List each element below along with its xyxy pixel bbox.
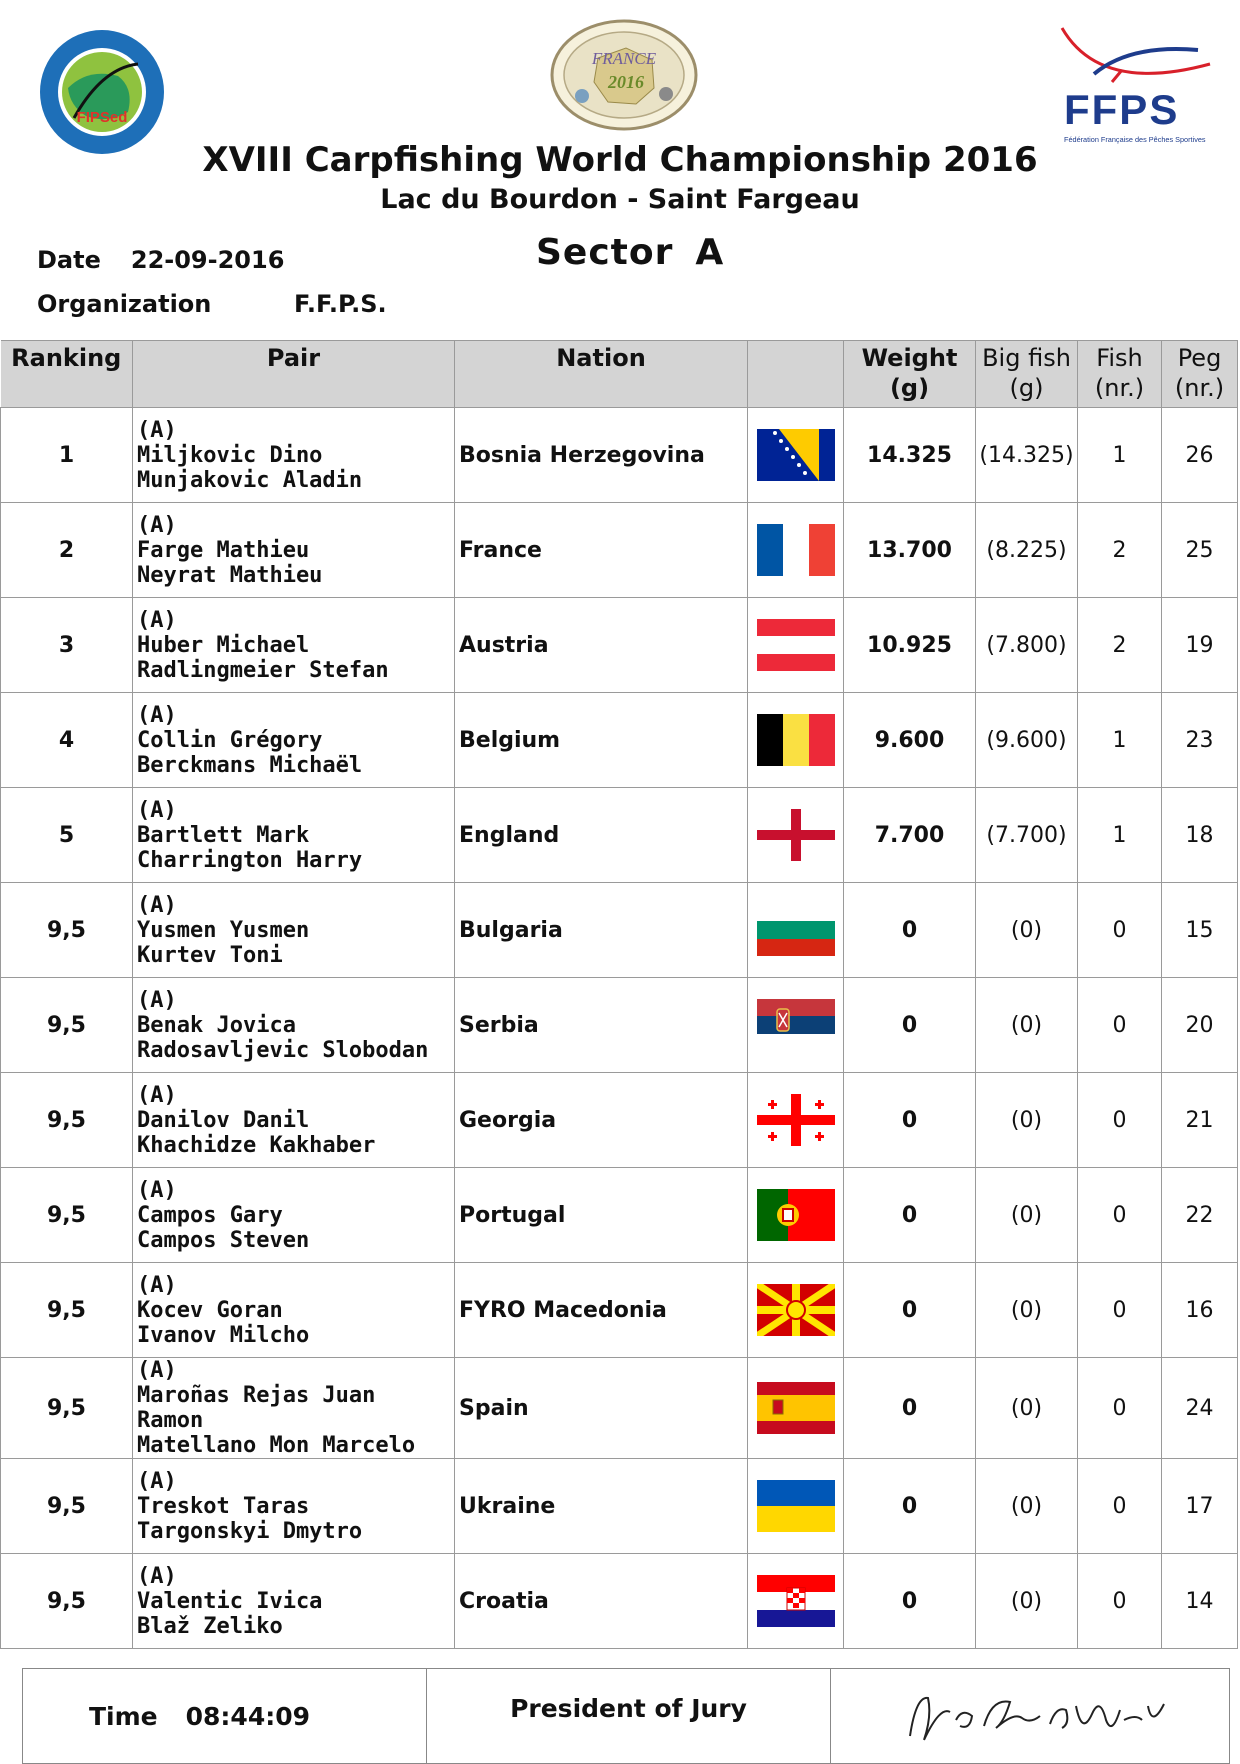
- table-row: [1, 1358, 1238, 1459]
- fish-count-cell: 2: [1078, 598, 1162, 693]
- table-header-row: [1, 341, 1238, 408]
- angler-1-name: Maroñas Rejas Juan Ramon: [137, 1383, 376, 1433]
- peg-cell: 14: [1162, 1554, 1238, 1649]
- peg-cell: 18: [1162, 788, 1238, 883]
- weight-cell: 0: [844, 1073, 976, 1168]
- flag-cell: [748, 598, 844, 693]
- angler-2-name: Ivanov Milcho: [137, 1322, 310, 1348]
- nation-cell: Georgia: [455, 1073, 748, 1168]
- fish-count-cell: 0: [1078, 1168, 1162, 1263]
- flag-cell: [748, 1459, 844, 1554]
- weight-cell: 0: [844, 1459, 976, 1554]
- bigfish-cell: (0): [976, 1073, 1078, 1168]
- col-header-flag: [748, 341, 844, 408]
- ranking-cell: 9,5: [1, 1459, 133, 1554]
- angler-2-name: Radlingmeier Stefan: [137, 657, 389, 683]
- fish-count-cell: 0: [1078, 1358, 1162, 1459]
- bigfish-cell: (0): [976, 883, 1078, 978]
- angler-2-name: Campos Steven: [137, 1227, 310, 1253]
- svg-text:FRANCE: FRANCE: [591, 49, 657, 68]
- ranking-cell: 9,5: [1, 883, 133, 978]
- angler-1-name: Campos Gary: [137, 1202, 283, 1228]
- angler-2-name: Khachidze Kakhaber: [137, 1132, 376, 1158]
- peg-cell: 21: [1162, 1073, 1238, 1168]
- col-header-peg: Peg (nr.): [1162, 341, 1238, 408]
- pair-cell: [133, 1168, 455, 1263]
- bigfish-cell: (0): [976, 1168, 1078, 1263]
- nation-cell: Belgium: [455, 693, 748, 788]
- time-label: Time: [89, 1701, 158, 1731]
- nation-cell: Spain: [455, 1358, 748, 1459]
- pair-cell: [133, 1554, 455, 1649]
- angler-2-name: Munjakovic Aladin: [137, 467, 363, 493]
- pair-cell: [133, 1358, 455, 1459]
- georgia-flag-icon: [757, 1094, 835, 1146]
- pair-cell: [133, 788, 455, 883]
- angler-1-name: Farge Mathieu: [137, 537, 310, 563]
- pair-sector: (A): [137, 512, 177, 538]
- pair-sector: (A): [137, 1358, 177, 1383]
- col-header-ranking: Ranking: [1, 341, 133, 408]
- pair-sector: (A): [137, 1272, 177, 1298]
- angler-2-name: Neyrat Mathieu: [137, 562, 323, 588]
- weight-cell: 7.700: [844, 788, 976, 883]
- table-row: [1, 598, 1238, 693]
- table-row: [1, 1459, 1238, 1554]
- flag-cell: [748, 1168, 844, 1263]
- pair-cell: [133, 978, 455, 1073]
- angler-2-name: Charrington Harry: [137, 847, 363, 873]
- col-header-bigfish: Big fish (g): [976, 341, 1078, 408]
- svg-text:FIPSed: FIPSed: [76, 109, 128, 126]
- pair-sector: (A): [137, 797, 177, 823]
- date-value: 22-09-2016: [130, 246, 285, 274]
- pair-sector: (A): [137, 702, 177, 728]
- angler-1-name: Benak Jovica: [137, 1012, 296, 1038]
- page-subtitle: Lac du Bourdon - Saint Fargeau: [380, 184, 860, 215]
- serbia-flag-icon: [757, 999, 835, 1051]
- weight-cell: 13.700: [844, 503, 976, 598]
- angler-2-name: Kurtev Toni: [137, 942, 283, 968]
- table-row: [1, 408, 1238, 503]
- ranking-cell: 1: [1, 408, 133, 503]
- peg-cell: 25: [1162, 503, 1238, 598]
- france-flag-icon: [757, 524, 835, 576]
- flag-cell: [748, 883, 844, 978]
- footer-box: [22, 1668, 1230, 1764]
- weight-cell: 9.600: [844, 693, 976, 788]
- table-row: [1, 693, 1238, 788]
- pair-sector: (A): [137, 417, 177, 443]
- weight-cell: 0: [844, 883, 976, 978]
- ranking-cell: 9,5: [1, 1554, 133, 1649]
- fipsed-logo: [38, 28, 166, 156]
- weight-cell: 0: [844, 1263, 976, 1358]
- angler-1-name: Collin Grégory: [137, 727, 323, 753]
- fish-count-cell: 0: [1078, 978, 1162, 1073]
- signature-cell: [831, 1669, 1229, 1763]
- ranking-cell: 9,5: [1, 1358, 133, 1459]
- flag-cell: [748, 1263, 844, 1358]
- president-label: President of Jury: [510, 1693, 747, 1723]
- angler-1-name: Kocev Goran: [137, 1297, 283, 1323]
- flag-cell: [748, 788, 844, 883]
- flag-cell: [748, 1358, 844, 1459]
- date-row: [37, 246, 284, 274]
- fish-count-cell: 0: [1078, 1459, 1162, 1554]
- svg-text:2016: 2016: [608, 72, 644, 92]
- pair-cell: [133, 1073, 455, 1168]
- pair-cell: [133, 503, 455, 598]
- page-title: XVIII Carpfishing World Championship 2016: [202, 140, 1038, 180]
- flag-cell: [748, 1554, 844, 1649]
- pair-sector: (A): [137, 1177, 177, 1203]
- weight-cell: 0: [844, 1358, 976, 1459]
- croatia-flag-icon: [757, 1575, 835, 1627]
- peg-cell: 24: [1162, 1358, 1238, 1459]
- president-cell: [427, 1669, 831, 1763]
- peg-cell: 15: [1162, 883, 1238, 978]
- ranking-cell: 5: [1, 788, 133, 883]
- angler-1-name: Danilov Danil: [137, 1107, 310, 1133]
- col-header-fish: Fish (nr.): [1078, 341, 1162, 408]
- nation-cell: England: [455, 788, 748, 883]
- pair-sector: (A): [137, 892, 177, 918]
- sector-value: A: [695, 232, 725, 273]
- flag-cell: [748, 503, 844, 598]
- bulgaria-flag-icon: [757, 904, 835, 956]
- pair-cell: [133, 1263, 455, 1358]
- table-row: [1, 1168, 1238, 1263]
- bigfish-cell: (7.800): [976, 598, 1078, 693]
- ranking-cell: 9,5: [1, 978, 133, 1073]
- flag-cell: [748, 408, 844, 503]
- france-2016-logo: [548, 18, 700, 132]
- nation-cell: Austria: [455, 598, 748, 693]
- angler-2-name: Blaž Zeliko: [137, 1613, 283, 1639]
- weight-cell: 0: [844, 978, 976, 1073]
- pair-cell: [133, 883, 455, 978]
- angler-2-name: Radosavljevic Slobodan: [137, 1037, 429, 1063]
- nation-cell: Serbia: [455, 978, 748, 1073]
- table-row: [1, 503, 1238, 598]
- angler-1-name: Miljkovic Dino: [137, 442, 323, 468]
- angler-1-name: Yusmen Yusmen: [137, 917, 310, 943]
- angler-1-name: Bartlett Mark: [137, 822, 310, 848]
- fish-count-cell: 1: [1078, 788, 1162, 883]
- ukraine-flag-icon: [757, 1480, 835, 1532]
- flag-cell: [748, 978, 844, 1073]
- spain-flag-icon: [757, 1382, 835, 1434]
- fish-count-cell: 1: [1078, 693, 1162, 788]
- nation-cell: Ukraine: [455, 1459, 748, 1554]
- bigfish-cell: (7.700): [976, 788, 1078, 883]
- portugal-flag-icon: [757, 1189, 835, 1241]
- table-row: [1, 788, 1238, 883]
- bigfish-cell: (0): [976, 978, 1078, 1073]
- nation-cell: FYRO Macedonia: [455, 1263, 748, 1358]
- pair-sector: (A): [137, 1082, 177, 1108]
- fish-count-cell: 1: [1078, 408, 1162, 503]
- sector-heading: [536, 232, 724, 273]
- angler-2-name: Berckmans Michaël: [137, 752, 363, 778]
- nation-cell: Portugal: [455, 1168, 748, 1263]
- fish-count-cell: 0: [1078, 1073, 1162, 1168]
- bosnia-flag-icon: [757, 429, 835, 481]
- bigfish-cell: (0): [976, 1554, 1078, 1649]
- bigfish-cell: (8.225): [976, 503, 1078, 598]
- sector-label: Sector: [536, 232, 674, 273]
- pair-cell: [133, 693, 455, 788]
- pair-cell: [133, 1459, 455, 1554]
- fish-count-cell: 0: [1078, 883, 1162, 978]
- pair-sector: (A): [137, 987, 177, 1013]
- date-label: Date: [37, 246, 101, 274]
- ranking-cell: 9,5: [1, 1263, 133, 1358]
- pair-sector: (A): [137, 1563, 177, 1589]
- time-value: 08:44:09: [185, 1701, 311, 1731]
- organization-label: Organization: [37, 290, 212, 318]
- angler-1-name: Treskot Taras: [137, 1493, 310, 1519]
- ranking-cell: 4: [1, 693, 133, 788]
- pair-sector: (A): [137, 1468, 177, 1494]
- organization-row: [37, 290, 387, 318]
- nation-cell: Bulgaria: [455, 883, 748, 978]
- macedonia-flag-icon: [757, 1284, 835, 1336]
- flag-cell: [748, 693, 844, 788]
- nation-cell: Croatia: [455, 1554, 748, 1649]
- col-header-weight: Weight (g): [844, 341, 976, 408]
- fish-count-cell: 0: [1078, 1263, 1162, 1358]
- weight-cell: 10.925: [844, 598, 976, 693]
- angler-2-name: Targonskyi Dmytro: [137, 1518, 363, 1544]
- weight-cell: 0: [844, 1554, 976, 1649]
- table-row: [1, 1073, 1238, 1168]
- svg-text:FFPS: FFPS: [1064, 86, 1180, 133]
- peg-cell: 19: [1162, 598, 1238, 693]
- belgium-flag-icon: [757, 714, 835, 766]
- fish-count-cell: 0: [1078, 1554, 1162, 1649]
- bigfish-cell: (14.325): [976, 408, 1078, 503]
- table-row: [1, 978, 1238, 1073]
- peg-cell: 16: [1162, 1263, 1238, 1358]
- bigfish-cell: (9.600): [976, 693, 1078, 788]
- col-header-pair: Pair: [133, 341, 455, 408]
- table-row: [1, 1263, 1238, 1358]
- fish-count-cell: 2: [1078, 503, 1162, 598]
- table-row: [1, 1554, 1238, 1649]
- peg-cell: 17: [1162, 1459, 1238, 1554]
- col-header-nation: Nation: [455, 341, 748, 408]
- pair-sector: (A): [137, 607, 177, 633]
- flag-cell: [748, 1073, 844, 1168]
- table-row: [1, 883, 1238, 978]
- bigfish-cell: (0): [976, 1459, 1078, 1554]
- time-cell: [23, 1669, 427, 1763]
- ranking-cell: 3: [1, 598, 133, 693]
- nation-cell: Bosnia Herzegovina: [455, 408, 748, 503]
- peg-cell: 23: [1162, 693, 1238, 788]
- ranking-cell: 9,5: [1, 1073, 133, 1168]
- peg-cell: 22: [1162, 1168, 1238, 1263]
- austria-flag-icon: [757, 619, 835, 671]
- ranking-cell: 2: [1, 503, 133, 598]
- angler-2-name: Matellano Mon Marcelo: [137, 1433, 416, 1458]
- signature-icon: [880, 1676, 1180, 1756]
- ffps-logo: [1060, 24, 1220, 148]
- weight-cell: 0: [844, 1168, 976, 1263]
- results-table: [0, 340, 1238, 1649]
- organization-value: F.F.P.S.: [294, 290, 387, 318]
- weight-cell: 14.325: [844, 408, 976, 503]
- bigfish-cell: (0): [976, 1263, 1078, 1358]
- angler-1-name: Valentic Ivica: [137, 1588, 323, 1614]
- pair-cell: [133, 408, 455, 503]
- pair-cell: [133, 598, 455, 693]
- england-flag-icon: [757, 809, 835, 861]
- peg-cell: 20: [1162, 978, 1238, 1073]
- nation-cell: France: [455, 503, 748, 598]
- svg-text:Fédération Française des Pêche: Fédération Française des Pêches Sportives: [1064, 135, 1206, 144]
- bigfish-cell: (0): [976, 1358, 1078, 1459]
- ranking-cell: 9,5: [1, 1168, 133, 1263]
- peg-cell: 26: [1162, 408, 1238, 503]
- angler-1-name: Huber Michael: [137, 632, 310, 658]
